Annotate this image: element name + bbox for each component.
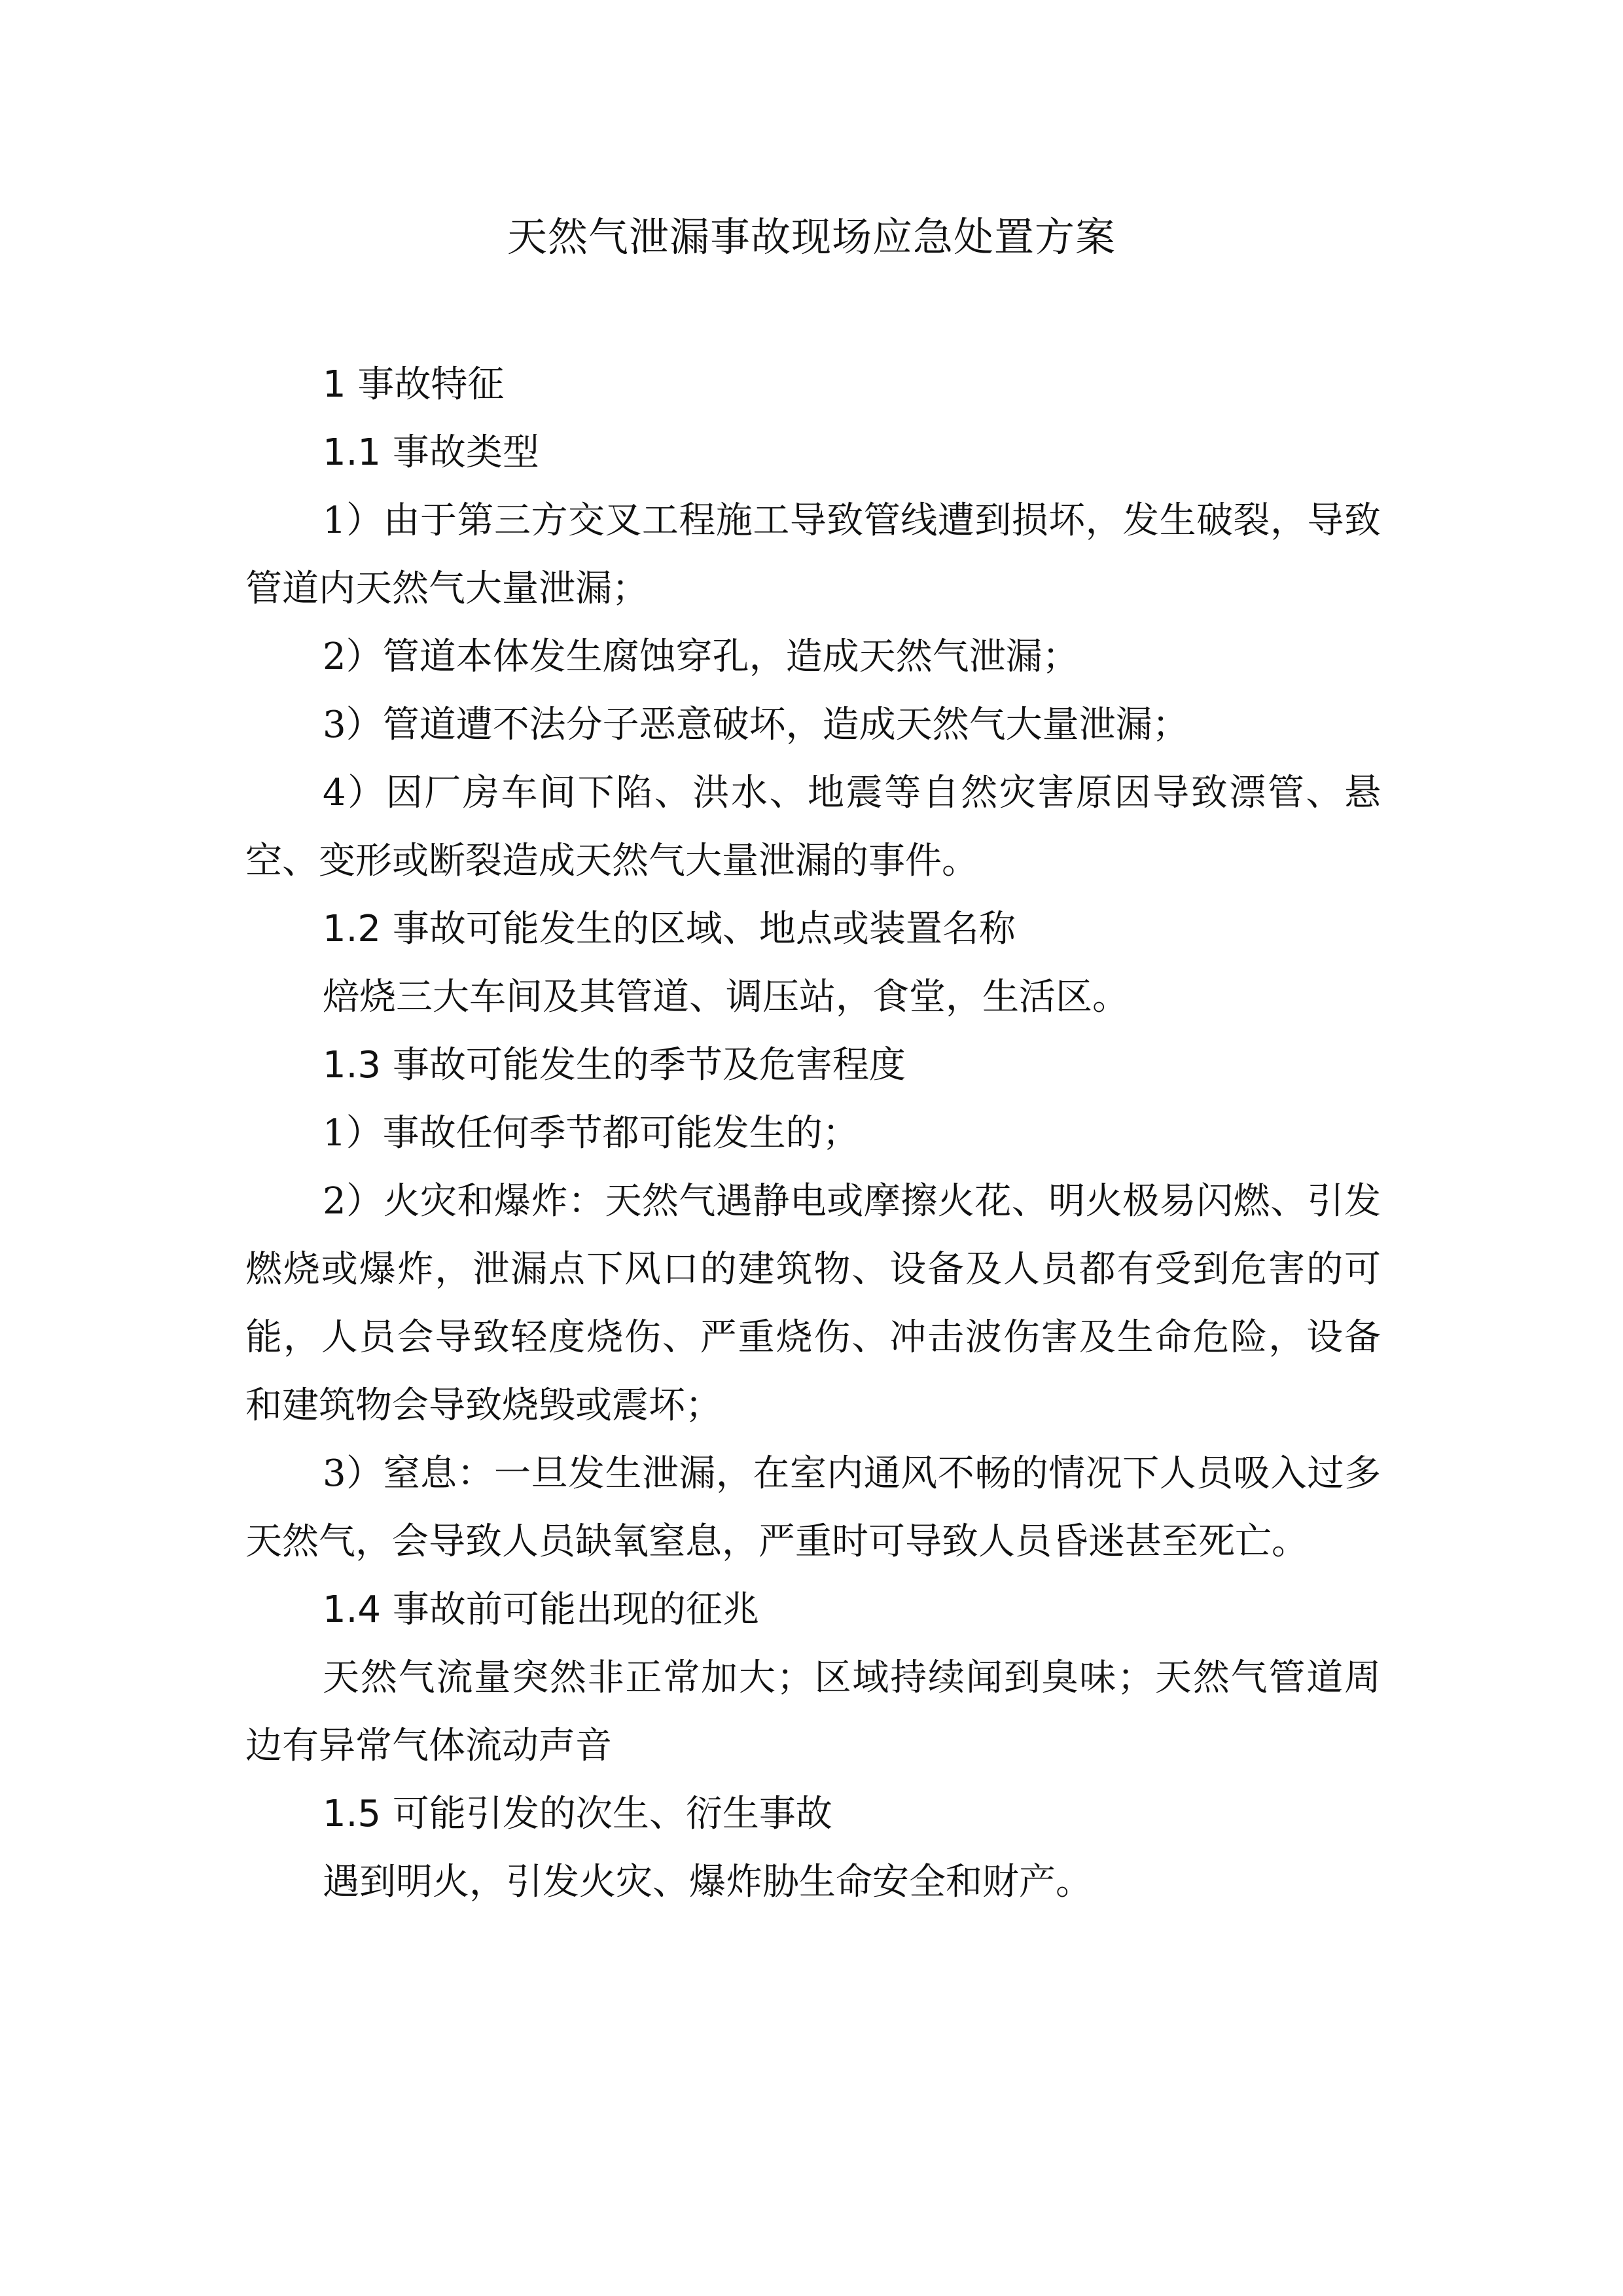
section-heading-1-3: 1.3 事故可能发生的季节及危害程度 xyxy=(323,1044,906,1086)
paragraph-1-1-item-1: 1）由于第三方交叉工程施工导致管线遭到损坏，发生破裂，导致管道内天然气大量泄漏； xyxy=(245,499,1381,610)
paragraph-1-5: 遇到明火，引发火灾、爆炸胁生命安全和财产。 xyxy=(323,1861,1092,1903)
paragraph-1-4: 天然气流量突然非正常加大；区域持续闻到臭味；天然气管道周边有异常气体流动声音 xyxy=(245,1657,1381,1767)
paragraph-1-1-item-3: 3）管道遭不法分子恶意破坏，造成天然气大量泄漏； xyxy=(323,704,1189,746)
paragraph-1-3-item-1: 1）事故任何季节都可能发生的； xyxy=(323,1112,859,1155)
document-title: 天然气泄漏事故现场应急处置方案 xyxy=(507,214,1116,260)
paragraph-1-1-item-2: 2）管道本体发生腐蚀穿孔，造成天然气泄漏； xyxy=(323,636,1079,678)
paragraph-1-2: 焙烧三大车间及其管道、调压站，食堂，生活区。 xyxy=(323,976,1129,1018)
paragraph-1-3-item-2: 2）火灾和爆炸：天然气遇静电或摩擦火花、明火极易闪燃、引发燃烧或爆炸，泄漏点下风口的建筑物、设备及人员都有受到危害的可能，人员会导致轻度烧伤、严重烧伤、冲击波伤害及生命危险，设备和建筑物会导致烧毁或震坏； xyxy=(245,1180,1381,1427)
paragraph-1-3-item-3: 3）窒息：一旦发生泄漏，在室内通风不畅的情况下人员吸入过多天然气，会导致人员缺氧窒息，严重时可导致人员昏迷甚至死亡。 xyxy=(245,1452,1381,1563)
document-body xyxy=(245,351,1381,1916)
section-heading-1-2: 1.2 事故可能发生的区域、地点或装置名称 xyxy=(323,908,1016,950)
paragraph-1-1-item-4: 4）因厂房车间下陷、洪水、地震等自然灾害原因导致漂管、悬空、变形或断裂造成天然气大量泄漏的事件。 xyxy=(245,772,1381,882)
section-heading-1: 1 事故特征 xyxy=(323,363,505,406)
section-heading-1-4: 1.4 事故前可能出现的征兆 xyxy=(323,1588,759,1631)
section-heading-1-1: 1.1 事故类型 xyxy=(323,431,539,474)
section-heading-1-5: 1.5 可能引发的次生、衍生事故 xyxy=(323,1793,832,1835)
